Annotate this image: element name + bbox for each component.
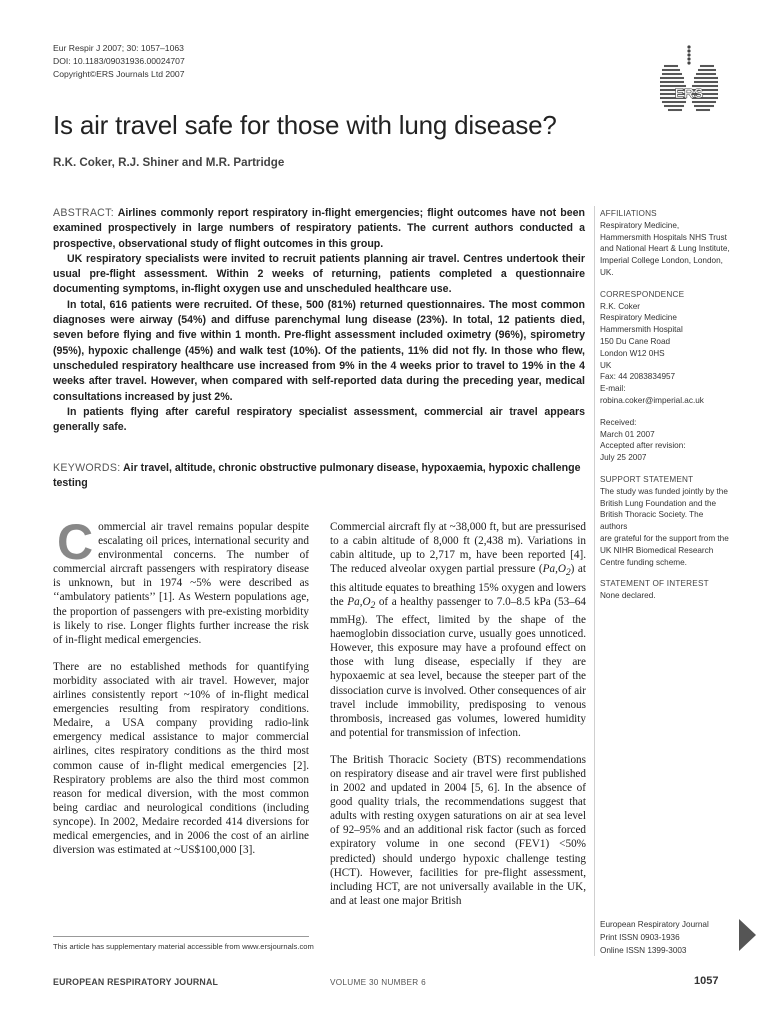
support-line: The study was funded jointly by the (600, 486, 728, 496)
body-paragraph: ommercial air travel remains popular despite escalating oil prices, international security and environmental concerns. The number of commercial aircraft passengers with respiratory disease is unknown, but in 1974 ~5% were described as ‘‘ambulatory patients’’ [1]. As Western populations age, the proportion of passengers with pre-existing morbidity is likely to rise. Longer flights further increase the risk of in-flight medical emergencies. (53, 521, 309, 646)
abstract-paragraph: In patients flying after careful respiratory specialist assessment, commercial air travel appears generally safe. (53, 405, 585, 434)
support-line: are grateful for the support from the (600, 533, 729, 543)
citation-line: Eur Respir J 2007; 30: 1057–1063 (53, 43, 184, 53)
keywords-label: KEYWORDS: (53, 462, 121, 474)
print-issn: Print ISSN 0903-1936 (600, 933, 680, 942)
affiliation-line: Hammersmith Hospitals NHS Trust (600, 232, 727, 242)
footer-journal-name: EUROPEAN RESPIRATORY JOURNAL (53, 977, 219, 987)
interest-heading: STATEMENT OF INTEREST (600, 579, 709, 589)
affiliation-line: Imperial College London, London, (600, 256, 723, 266)
affiliations-block (600, 208, 730, 279)
citation-line: DOI: 10.1183/09031936.00024707 (53, 56, 185, 66)
received-line: March 01 2007 (600, 429, 655, 439)
correspondence-line: UK (600, 360, 612, 370)
citation-line: Copyright©ERS Journals Ltd 2007 (53, 69, 185, 79)
interest-block (600, 578, 730, 602)
body-paragraph: The British Thoracic Society (BTS) recommendations on respiratory disease and air travel were first published in 2002 and updated in 2004 [5, 6]. In the absence of good quality trials, the recommendations suggest that adults with resting oxygen saturations on air at sea level of 92–95% and an additional risk factor (such as forced expiratory volume in one second (FEV1) <50% predicted) should undergo hypoxic challenge testing (HCT). However, facilities for pre-flight assessment, including HCT, are not universally available in the UK, and at least one major British (330, 753, 586, 907)
keywords-text: Air travel, altitude, chronic obstructive pulmonary disease, hypoxaemia, hypoxic challenge testing (53, 462, 581, 490)
page-title: Is air travel safe for those with lung disease? (53, 110, 557, 140)
sidebar-divider (594, 206, 595, 956)
journal-info (600, 918, 709, 957)
footer-volume: VOLUME 30 NUMBER 6 (330, 978, 426, 987)
received-line: Accepted after revision: (600, 441, 686, 451)
received-heading: Received: (600, 417, 637, 427)
affiliations-heading: AFFILIATIONS (600, 209, 657, 218)
interest-line: None declared. (600, 591, 656, 601)
support-line: British Thoracic Society. The authors (600, 510, 704, 532)
body-text: of a healthy passenger to 7.0–8.5 kPa (53–64 mmHg). The effect, limited by the shape of the haemoglobin dissociation curve, usually goes unnoticed. However, this exposure may have a profound effect on those with lung disease, especially if they are hypoxaemic at sea level, because the steeper part of the dissociation curve is involved. Other consequences of air travel include immobility, predisposing to venous thrombosis, increased gas volumes, lowered humidity and potential for transmission of infection. (330, 595, 586, 739)
author-list: R.K. Coker, R.J. Shiner and M.R. Partridge (53, 156, 285, 169)
correspondence-line: R.K. Coker (600, 301, 641, 311)
abstract-paragraph: UK respiratory specialists were invited to recruit patients planning air travel. Centres undertook their usual pre-flight assessment. Within 2 weeks of returning, patients completed a questionnaire documenting symptoms, in-flight oxygen use and unscheduled healthcare use. (53, 252, 585, 296)
correspondence-line: Respiratory Medicine (600, 313, 677, 323)
body-text: Commercial aircraft fly at ~38,000 ft, but are pressurised to a cabin altitude of 8,000 ft (2,438 m). Variations in cabin altitude, up to 2,717 m, have been reported [4]. The reduced alveolar oxygen partial pressure ( (330, 521, 586, 576)
abstract-label: ABSTRACT: (53, 207, 114, 219)
drop-cap: C (57, 514, 94, 570)
correspondence-heading: CORRESPONDENCE (600, 289, 685, 299)
correspondence-line: London W12 0HS (600, 348, 665, 358)
online-issn: Online ISSN 1399-3003 (600, 946, 687, 955)
keywords (53, 461, 585, 492)
body-text: ) at this altitude equates to breathing 15% oxygen and lowers the (330, 563, 587, 608)
correspondence-line: Hammersmith Hospital (600, 325, 683, 335)
abstract (53, 206, 585, 435)
citation-block (53, 42, 185, 81)
body-column-right (330, 520, 586, 921)
footnote: This article has supplementary material accessible from www.ersjournals.com (53, 942, 314, 951)
affiliation-line: Respiratory Medicine, (600, 220, 680, 230)
journal-name: European Respiratory Journal (600, 920, 709, 929)
support-block (600, 474, 730, 568)
footnote-divider (53, 936, 309, 937)
abstract-paragraph: Airlines commonly report respiratory in-flight emergencies; flight outcomes have not been examined prospectively in large numbers of respiratory patients. The current authors conducted a prospective, observational study of flight outcomes in this group. (53, 207, 585, 250)
next-page-arrow-icon[interactable] (739, 919, 756, 951)
support-heading: SUPPORT STATEMENT (600, 474, 694, 484)
body-paragraph (330, 520, 586, 740)
affiliation-line: and National Heart & Lung Institute, (600, 244, 730, 254)
received-block (600, 417, 730, 464)
affiliation-line: UK. (600, 267, 614, 277)
correspondence-line: 150 Du Cane Road (600, 336, 671, 346)
support-line: Centre funding scheme. (600, 557, 687, 567)
body-column-left (53, 514, 309, 870)
support-line: UK NIHR Biomedical Research (600, 545, 714, 555)
correspondence-block (600, 289, 730, 407)
email-line[interactable]: E-mail: robina.coker@imperial.ac.uk (600, 384, 704, 405)
support-line: British Lung Foundation and the (600, 498, 717, 508)
sidebar (600, 208, 730, 612)
received-line: July 25 2007 (600, 453, 647, 463)
pao2-symbol: $Pa,O_2$ (542, 563, 571, 579)
body-paragraph: There are no established methods for quantifying morbidity associated with air travel. However, major airlines consistently report ~10% of in-flight medical emergencies resulting from respiratory conditions. Medaire, a USA company providing radio-link emergency medical assistance to major commercial airlines, cites respiratory conditions as the third most common cause of in-flight medical emergencies [2]. Respiratory problems are also the third most common reason for medical diversion, with the most common being cardiac and neurological conditions (including syncope). In 2002, Medaire recorded 414 diversions for medical emergencies, and in 2006 the cost of an airline diversion was estimated at ~US$100,000 [3]. (53, 660, 309, 857)
ers-lungs-logo (660, 44, 718, 116)
logo-text: ERS (674, 85, 704, 101)
correspondence-line: Fax: 44 2083834957 (600, 372, 676, 382)
abstract-paragraph: In total, 616 patients were recruited. Of these, 500 (81%) returned questionnaires. The most common diagnoses were airway (54%) and diffuse parenchymal lung disease (23%). In total, 12 patients died, seven before flying and five within 1 month. Pre-flight assessment included oximetry (96%), spirometry (95%), hypoxic challenge (45%) and walk test (10%). Of the patients, 11% did not fly. In those who flew, unscheduled respiratory healthcare use increased from 9% in the 4 weeks prior to travel to 19% in the 4 weeks after travel. However, when compared with self-reported data during the preceding year, medical consultations increased by just 2%. (53, 298, 585, 403)
page-number: 1057 (694, 975, 719, 987)
pao2-symbol: $Pa,O_2$ (347, 595, 376, 611)
